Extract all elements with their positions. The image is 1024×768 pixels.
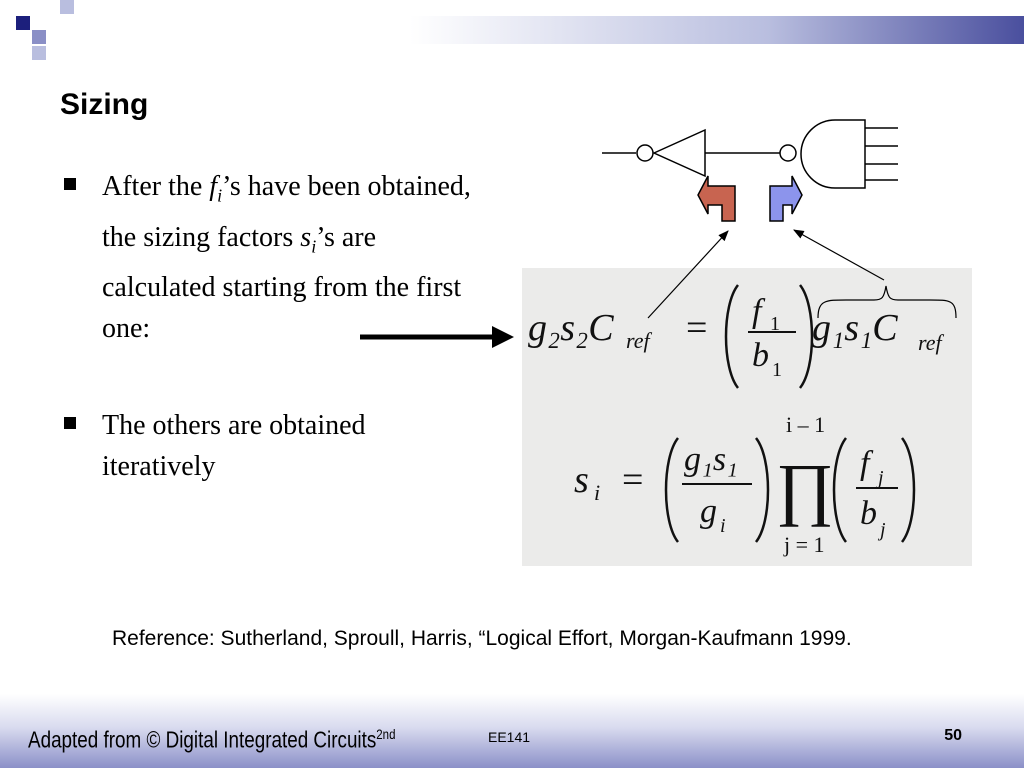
eq1-num-sub: 1 (770, 313, 780, 335)
pointer-arrow-left (648, 231, 728, 318)
formula-sizing-first-stage (528, 285, 945, 388)
nand-gate (780, 120, 898, 188)
bullet-item-2: The others are obtained iteratively (62, 405, 472, 487)
eq2-equals: = (622, 459, 644, 501)
product-lower-limit: j = 1 (784, 532, 825, 557)
eq1-num: f (752, 293, 762, 330)
bold-right-arrow-head (492, 326, 514, 348)
reference-citation: Reference: Sutherland, Sproull, Harris, “Logical Effort, Morgan-Kaufmann 1999. (112, 627, 852, 650)
product-upper-limit: i – 1 (786, 412, 826, 437)
eq1-rhs-sub: ref (918, 330, 942, 355)
eq2-fden: b (860, 495, 877, 532)
eq2-paren-right-2 (902, 438, 914, 542)
eq2-paren-left (666, 438, 678, 542)
eq2-den-sub: i (720, 515, 726, 537)
eq1-lhs-sub: ref (626, 328, 650, 353)
eq1-den: b (752, 337, 769, 374)
turn-left-arrow-icon (698, 176, 735, 221)
eq1-equals: = (686, 307, 708, 349)
eq2-fnum: f (860, 445, 870, 482)
eq1-lhs: g₂s₂C (528, 307, 614, 349)
product-symbol: ∏ (776, 451, 834, 528)
eq1-den-sub: 1 (772, 359, 782, 381)
eq2-num: g₁s₁ (684, 441, 738, 478)
eq2-fnum-sub: j (878, 467, 884, 489)
page-number: 50 (944, 727, 962, 744)
eq2-paren-right (756, 438, 768, 542)
footer-attribution: Adapted from © Digital Integrated Circuits$^{2nd}$ (28, 726, 396, 753)
footer-course-code: EE141 (488, 729, 531, 745)
slide-title: Sizing (60, 88, 149, 121)
eq2-lhs-sub: i (594, 480, 601, 505)
eq1-paren-right (800, 285, 812, 388)
inverter-gate (602, 130, 780, 176)
eq1-paren-left (726, 285, 738, 388)
eq2-lhs: s (574, 459, 589, 501)
eq2-fden-sub: j (880, 519, 886, 541)
pointer-arrow-right (794, 230, 884, 280)
formula-sizing-iterative (574, 412, 914, 557)
eq1-rhs: g₁s₁C (812, 307, 898, 349)
turn-right-arrow-icon (770, 176, 802, 221)
eq2-den: g (700, 493, 717, 530)
eq2-paren-left-2 (834, 438, 846, 542)
bullet-item-1: After the $f_i’s$ have been obtained, the sizing factors $s_i’s$ are calculated starting from the first one: (62, 166, 472, 349)
